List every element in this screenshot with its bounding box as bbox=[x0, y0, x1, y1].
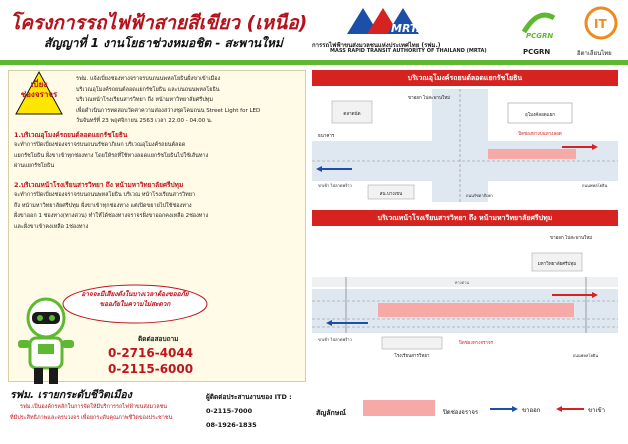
section-2-line: ถึง หน้ามหาวิทยาลัยศรีปทุม ฝั่งขาเข้าทุกช่องทาง แต่เปิดขยายไปใช้ช่องทาง bbox=[14, 202, 192, 209]
intro-line: เพื่อดำเนินการทดสอบวัดค่าความส่องสว่างชุดโคมถนน Street Light for LED bbox=[76, 107, 261, 114]
map-2-sarawittaya-sripatum bbox=[312, 229, 618, 366]
section-2-title: 2.บริเวณหน้าโรงเรียนสารวิทยา ถึง หน้ามหาวิทยาลัยศรีปทุม bbox=[14, 181, 184, 189]
intro-line: บริเวณอุโมงค์รถยนต์ลอดแยกรัชโยธิน และบนถนนพหลโยธิน bbox=[76, 86, 220, 93]
map-2-label: ขาออก ไปสะพานใหม่ bbox=[550, 236, 593, 241]
map-1-label: สน.บางเขน bbox=[379, 192, 403, 197]
map-2-label: โรงเรียนสารวิทยา bbox=[394, 354, 430, 359]
coordinator-phone-2: 08-1926-1835 bbox=[206, 421, 257, 429]
pcgrn-logo-text: PCGRN bbox=[526, 32, 554, 40]
inbound-legend: ขาเข้า bbox=[588, 407, 605, 414]
mrta-mission-line-2: ที่มีประสิทธิภาพและครบวงจร เพื่อยกระดับคุณภาพชีวิตของประชาชน bbox=[10, 415, 173, 421]
pcgrn-logo bbox=[520, 6, 556, 42]
section-2-line: ฝั่งขาออก 1 ช่องทาง(ทางด่วน) ทำให้ได้ช่องทางจราจรฝั่งขาออกคงเหลือ 2ช่องทาง bbox=[14, 213, 209, 219]
section-1-line: จะทำการปิดเบี่ยงช่องจราจรบนถนนรัชดาภิเษก บริเวณอุโมงค์รถยนต์ลอด bbox=[14, 142, 186, 148]
italian-thai-label: อิตาเลียนไทย bbox=[577, 50, 612, 57]
map-1-label: ขาออก ไปสะพานใหม่ bbox=[408, 96, 451, 101]
section-2-line: และฝั่งขาเข้าคงเหลือ 1ช่องทาง bbox=[14, 223, 89, 230]
contract-subtitle: สัญญาที่ 1 งานโยธาช่วงหมอชิต - สะพานใหม่ bbox=[44, 36, 283, 50]
outbound-arrow-icon bbox=[490, 406, 518, 412]
detour-badge-label bbox=[16, 80, 62, 100]
map-2-label: ทางด่วน bbox=[454, 280, 470, 285]
outbound-legend: ขาออก bbox=[522, 407, 541, 414]
apology-line: อาจจะมีเสียงดังในบางเวลาต้องขออภัย bbox=[81, 290, 189, 298]
closed-lane-zone bbox=[488, 149, 576, 159]
apology-line: ขออภัยในความไม่สะดวก bbox=[99, 300, 171, 308]
italian-thai-logo-text: IT bbox=[594, 17, 607, 31]
closed-lane-zone bbox=[378, 303, 574, 317]
section-1-line: ผ่านแยกรัชโยธิน bbox=[14, 163, 55, 169]
map-1-label: ถนนพหลโยธิน bbox=[582, 183, 608, 188]
map-1-label: อุโมงค์ลอดแยก bbox=[525, 113, 555, 118]
mrta-name-english: MASS RAPID TRANSIT AUTHORITY OF THAILAND (MRTA) bbox=[330, 48, 487, 54]
contact-phone-1: 0-2716-4044 bbox=[108, 346, 194, 360]
coordinator-label: ผู้ติดต่อประสานงานของ ITD : bbox=[206, 393, 292, 401]
section-1-title: 1.บริเวณอุโมงค์รถยนต์ลอดแยกรัชโยธิน bbox=[14, 131, 128, 139]
map-2-label: มหาวิทยาลัยศรีปทุม bbox=[537, 262, 577, 267]
section-2-line: จะทำการปิดเบี่ยงช่องจราจรบนถนนพหลโยธิน บริเวณ หน้าโรงเรียนสารวิทยา bbox=[14, 192, 196, 198]
mascot-robot-icon bbox=[14, 296, 78, 388]
map-2-label: ปิดช่องทางจราจร bbox=[458, 341, 494, 346]
pcgrn-label: PCGRN bbox=[523, 48, 551, 56]
map-1-label: ปิดช่องทางบนทางลอด bbox=[518, 132, 562, 137]
intro-line: บริเวณหน้าโรงเรียนสารวิทยา ถึง หน้ามหาวิทยาลัยศรีปทุม bbox=[76, 97, 213, 103]
mrta-mission-line-1: รฟม.เป็นองค์กรหลักในการจัดให้มีบริการรถไฟฟ้าขนส่งมวลชน bbox=[20, 404, 168, 410]
map-1-title: บริเวณอุโมงค์รถยนต์ลอดแยกรัชโยธิน bbox=[312, 70, 618, 86]
map-1-label: ธนาคาร bbox=[318, 134, 335, 139]
closed-lane-swatch bbox=[363, 400, 435, 416]
contact-label: ติดต่อสอบถาม bbox=[138, 335, 179, 343]
section-2-body bbox=[14, 190, 300, 232]
badge-line: เบี่ยง bbox=[30, 80, 48, 89]
project-title: โครงการรถไฟฟ้าสายสีเขียว (เหนือ) bbox=[10, 12, 308, 34]
map-1-label: ตลาดนัด bbox=[343, 112, 361, 117]
section-1-body bbox=[14, 140, 300, 172]
map-1-label: ถนนรัชดาภิเษก bbox=[466, 193, 493, 198]
legend-label: สัญลักษณ์ bbox=[316, 409, 346, 417]
school-block bbox=[382, 337, 442, 349]
mrta-logo bbox=[343, 4, 439, 38]
notice-intro bbox=[76, 74, 300, 127]
header-divider bbox=[0, 60, 628, 65]
map-1-label: ขาเข้า ไปลาดพร้าว bbox=[318, 183, 352, 188]
intro-line: วันจันทร์ที่ 23 พฤศจิกายน 2563 เวลา 22.00 - 04.00 น. bbox=[76, 118, 213, 124]
italian-thai-logo bbox=[584, 6, 618, 40]
map-2-title: บริเวณหน้าโรงเรียนสารวิทยา ถึง หน้ามหาวิทยาลัยศรีปทุม bbox=[312, 210, 618, 226]
mrta-name-thai: การรถไฟฟ้าขนส่งมวลชนแห่งประเทศไทย (รฟม.) bbox=[312, 42, 441, 49]
mrta-logo-text: MRTA bbox=[391, 22, 426, 35]
contact-phone-2: 0-2115-6000 bbox=[108, 362, 194, 376]
intro-line: รฟม. แจ้งเบี่ยงช่องทางจราจรบนถนนพหลโยธินฝั่งขาเข้าเมือง bbox=[76, 76, 221, 82]
notice-section-1 bbox=[14, 130, 300, 172]
inbound-arrow-icon bbox=[556, 406, 584, 412]
notice-section-2 bbox=[14, 180, 300, 232]
coordinator-phone-1: 0-2115-7000 bbox=[206, 407, 253, 415]
map-2-label: ขาเข้า ไปลาดพร้าว bbox=[318, 337, 352, 342]
map-1-rachayothin-tunnel bbox=[312, 89, 618, 202]
map-2-label: ถนนพหลโยธิน bbox=[572, 353, 598, 358]
apology-text bbox=[64, 289, 206, 309]
mrta-slogan: รฟม. เรายกระดับชีวิตเมือง bbox=[10, 389, 132, 401]
closed-lane-legend: ปิดช่องจราจร bbox=[443, 409, 479, 416]
section-1-line: แยกรัชโยธิน ฝั่งขาเข้าทุกช่องทาง โดยให้รถที่ใช้ทางลอดแยกรัชโยธินไปใช้เส้นทาง bbox=[14, 152, 209, 159]
badge-line: ช่องจราจร bbox=[20, 90, 58, 99]
